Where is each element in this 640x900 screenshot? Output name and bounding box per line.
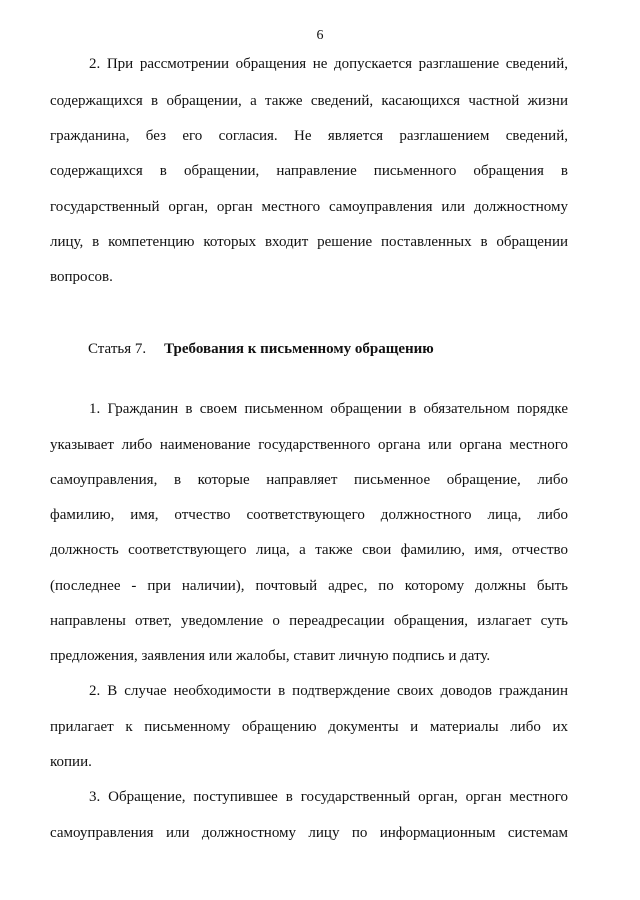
text-line: 3. Обращение, поступившее в государственный орган, орган местного (89, 789, 568, 805)
text-line: содержащихся в обращении, направление письменного обращения в (50, 163, 568, 179)
article-heading (88, 340, 434, 358)
text-line: 2. В случае необходимости в подтверждение своих доводов гражданин (89, 683, 568, 699)
text-line: государственный орган, орган местного самоуправления или должностному (50, 199, 568, 215)
text-line: фамилию, имя, отчество соответствующего должностного лица, либо (50, 507, 568, 523)
text-line: лицу, в компетенцию которых входит решение поставленных в обращении (50, 234, 568, 250)
text-line: направлены ответ, уведомление о переадресации обращения, излагает суть (50, 613, 568, 629)
article-number: Статья 7. (88, 341, 147, 357)
text-line: должность соответствующего лица, а также свои фамилию, имя, отчество (50, 542, 568, 558)
article-title: Требования к письменному обращению (164, 341, 434, 357)
text-line: вопросов. (50, 269, 113, 285)
page-number: 6 (316, 28, 324, 43)
text-line: 1. Гражданин в своем письменном обращении в обязательном порядке (89, 401, 568, 417)
text-line: гражданина, без его согласия. Не является разглашением сведений, (50, 128, 568, 144)
text-line: самоуправления или должностному лицу по информационным системам (50, 825, 568, 841)
text-line: (последнее - при наличии), почтовый адрес, по которому должны быть (50, 578, 568, 594)
text-line: прилагает к письменному обращению документы и материалы либо их (50, 719, 568, 735)
text-line: самоуправления, в которые направляет письменное обращение, либо (50, 472, 568, 488)
text-line: 2. При рассмотрении обращения не допускается разглашение сведений, (89, 56, 568, 72)
text-line: предложения, заявления или жалобы, ставит личную подпись и дату. (50, 648, 491, 664)
text-line: указывает либо наименование государственного органа или органа местного (50, 437, 568, 453)
text-line: содержащихся в обращении, а также сведений, касающихся частной жизни (50, 93, 568, 109)
text-line: копии. (50, 754, 92, 770)
